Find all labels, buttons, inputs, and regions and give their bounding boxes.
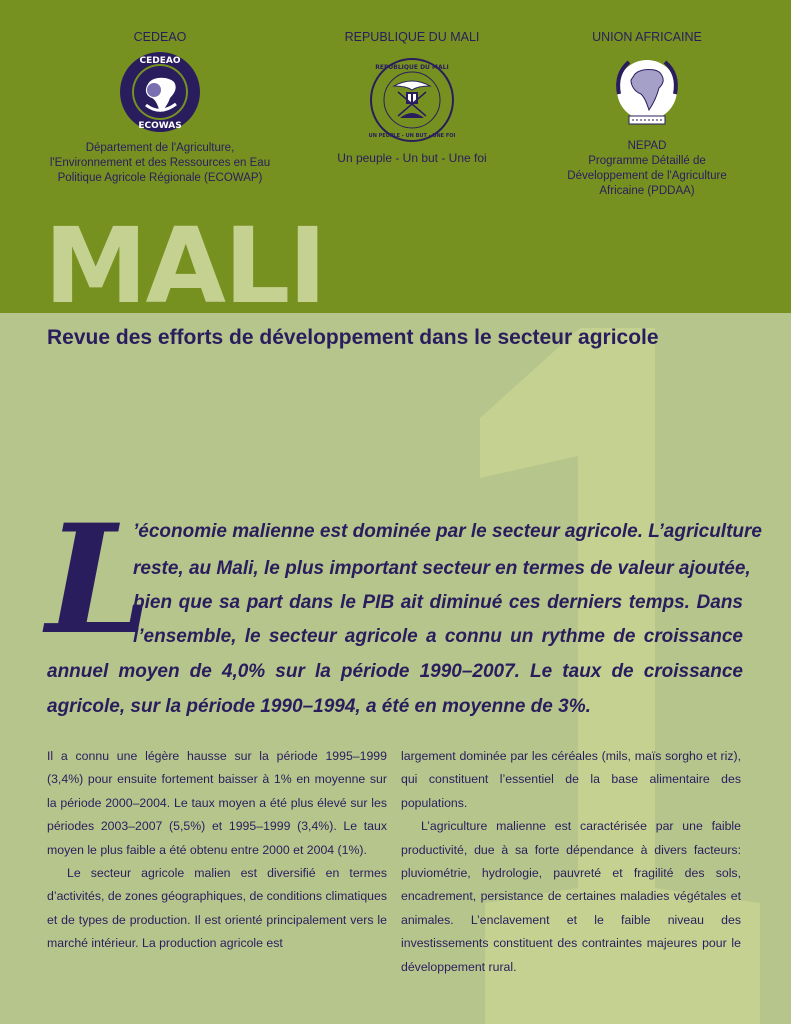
body-paragraph: Il a connu une légère hausse sur la période 1995–1999 (3,4%) pour ensuite fortement baisser à 1% en moyenne sur la période 2000–2004. Le taux moyen a été plus élevé sur les périodes 2003–2007 (5,5%) et 1995–1999 (3,4%). Le taux moyen le plus faible a été obtenu entre 2000 et 2004 (1%).	[47, 749, 387, 857]
cedeao-line-2: l'Environnement et des Ressources en Eau	[49, 157, 271, 169]
org-name-mali: REPUBLIQUE DU MALI	[344, 30, 480, 44]
page-title: MALI	[44, 205, 325, 327]
au-line-3: Développement de l'Agriculture	[567, 170, 727, 182]
logo-text-cedeao: CEDEAO	[139, 56, 181, 66]
au-line-2: Programme Détaillé de	[588, 155, 706, 167]
cedeao-line-3: Politique Agricole Régionale (ECOWAP)	[57, 172, 263, 184]
lead-line: annuel moyen de 4,0% sur la période 1990–2007. Le taux de croissance	[47, 661, 743, 682]
header-mali	[312, 30, 512, 166]
body-paragraph: Le secteur agricole malien est diversifié en termes d’activités, de zones géographiques, de conditions climatiques et de types de production. Il est orienté principalement vers le marché intérieur. La production agricole est	[47, 866, 387, 951]
lead-line: ’économie malienne est dominée par le secteur agricole. L’agriculture	[133, 521, 762, 542]
header-cedeao	[40, 30, 280, 186]
org-name-union-africaine: UNION AFRICAINE	[592, 30, 702, 44]
mali-seal-icon	[368, 56, 456, 144]
body-paragraph: L’agriculture malienne est caractérisée par une faible productivité, due à sa forte dépendance à divers facteurs: pluviométrie, hydrologie, pauvreté et fragilité des sols, encadrement, persistance de certaines maladies végétales et animales. L’enclavement et le faible niveau des investissements constituent des contraintes majeures pour le développement rural.	[401, 819, 741, 974]
lead-line: bien que sa part dans le PIB ait diminué ces derniers temps. Dans	[133, 592, 743, 613]
logo-text-ecowas: ECOWAS	[138, 121, 182, 131]
header-union-africaine	[536, 30, 758, 199]
lead-line: l’ensemble, le secteur agricole a connu un rythme de croissance	[133, 626, 743, 647]
body-column-left	[47, 745, 387, 956]
cedeao-line-1: Département de l'Agriculture,	[85, 142, 235, 154]
body-column-right	[401, 745, 741, 979]
seal-text-top: REPUBLIQUE DU MALI	[375, 64, 449, 71]
lead-line: agricole, sur la période 1990–1994, a été en moyenne de 3%.	[47, 696, 591, 717]
au-line-nepad: NEPAD	[627, 140, 667, 152]
lead-line: reste, au Mali, le plus important secteur en termes de valeur ajoutée,	[133, 558, 751, 579]
dropcap-letter: L	[46, 492, 152, 668]
org-name-cedeao: CEDEAO	[133, 30, 187, 44]
body-paragraph: largement dominée par les céréales (mils, maïs sorgho et riz), qui constituent l’essentiel de la base alimentaire des populations.	[401, 749, 741, 810]
seal-text-bottom: UN PEUPLE - UN BUT - UNE FOI	[368, 133, 456, 139]
african-union-logo-icon	[605, 50, 689, 134]
au-line-4: Africaine (PDDAA)	[599, 185, 695, 197]
ecowas-logo-icon	[118, 50, 202, 134]
page-subtitle: Revue des efforts de développement dans le secteur agricole	[47, 326, 659, 349]
mali-motto: Un peuple - Un but - Une foi	[337, 151, 487, 165]
